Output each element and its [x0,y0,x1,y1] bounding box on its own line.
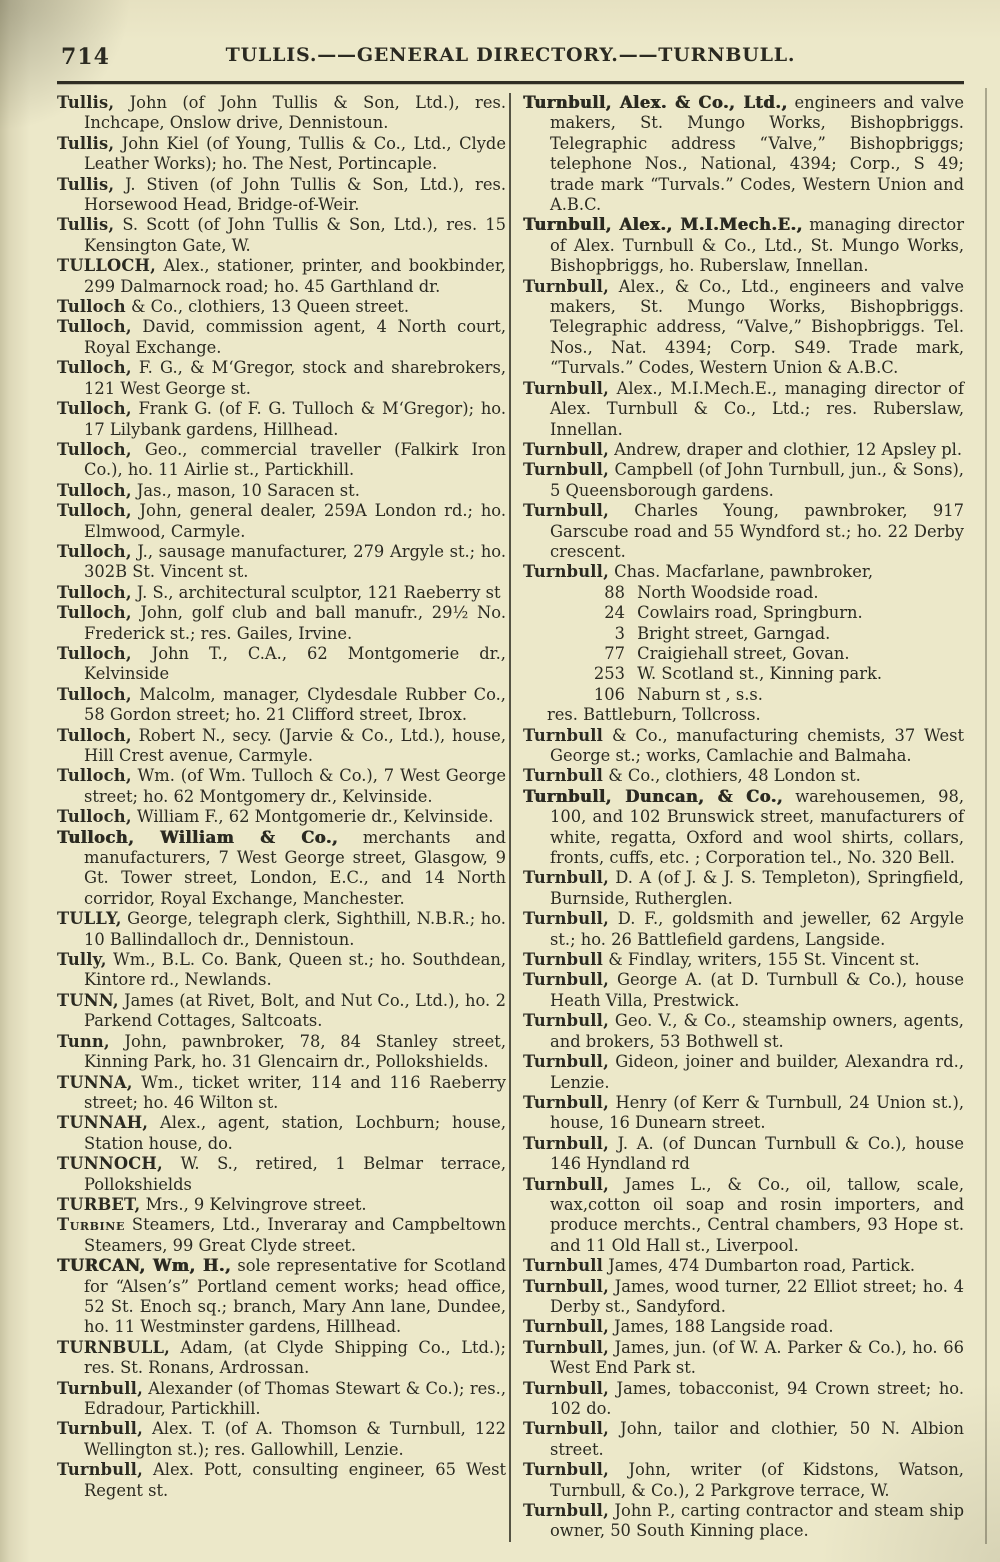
branch-street-number: 77 [604,643,625,663]
directory-entry: Tulloch, Malcolm, manager, Clydesdale Rubber Co., 58 Gordon street; ho. 21 Clifford street, Ibrox. [57,684,506,725]
directory-entry: Tulloch, J. S., architectural sculptor, 121 Raeberry st [57,582,501,602]
directory-columns [57,93,964,1542]
entry-name: TURCAN, Wm, H., [57,1256,232,1276]
branch-street-number: 253 [593,664,625,684]
entry-name: Tulloch, [57,582,132,602]
directory-entry: TUNN, James (at Rivet, Bolt, and Nut Co., Ltd.), ho. 2 Parkend Cottages, Saltcoats. [57,990,506,1031]
branch-street-number: 88 [604,582,625,602]
branch-street-number: 24 [604,603,625,623]
left-column [57,93,506,1542]
directory-entry: Tullis, John Kiel (of Young, Tullis & Co., Ltd., Clyde Leather Works); ho. The Nest, Portincaple. [57,133,506,174]
entry-name: Tulloch, [57,807,132,827]
entry-name: Turnbull, [523,1317,609,1337]
entry-name: Turnbull, [523,1337,609,1357]
entry-name: Tunn, [57,1031,110,1051]
entry-name: TUNNAH, [57,1113,149,1133]
directory-entry: Turnbull, Charles Young, pawnbroker, 917 Garscube road and 55 Wyndford st.; ho. 22 Derby crescent. [523,501,964,561]
entry-name: Turnbull, [57,1378,143,1398]
directory-entry: Turnbull, J. A. (of Duncan Turnbull & Co.), house 146 Hyndland rd [523,1133,964,1174]
directory-entry: Turnbull, D. F., goldsmith and jeweller, 62 Argyle st.; ho. 26 Battlefield gardens, Langside. [523,909,964,949]
branch-street-number: 106 [593,684,625,704]
entry-name: TURNBULL, [57,1337,171,1357]
entry-name: Turnbull [523,1256,604,1276]
entry-name: TURBET, [57,1194,141,1214]
entry-name: Turnbull, [523,439,609,459]
entry-name: Turnbull, [523,501,609,521]
directory-entry: TURBET, Mrs., 9 Kelvingrove street. [57,1194,367,1214]
directory-entry: Tunn, John, pawnbroker, 78, 84 Stanley street, Kinning Park, ho. 31 Glencairn dr., Pollokshields. [57,1031,506,1072]
directory-entry: TUNNA, Wm., ticket writer, 114 and 116 Raeberry street; ho. 46 Wilton st. [57,1072,506,1112]
page-edge-line [985,88,987,1544]
entry-name: TUNNOCH, [57,1154,163,1174]
directory-entry: Turnbull, Duncan, & Co., warehousemen, 98, 100, and 102 Brunswick street, manufacturers of white, regatta, Oxford and wool shirts, collars, fronts, cuffs, etc. ; Corporation tel., No. 320 Bell. [523,786,964,868]
directory-entry: TULLOCH, Alex., stationer, printer, and bookbinder, 299 Dalmarnock road; ho. 45 Garthland dr. [57,256,506,296]
entry-name: Turnbull, [523,1174,609,1194]
directory-entry: Turnbull & Findlay, writers, 155 St. Vincent st. [523,950,920,970]
directory-entry: Turnbull & Co., clothiers, 48 London st. [523,766,861,786]
entry-name: Turbine [57,1215,125,1235]
directory-entry: Tulloch, J., sausage manufacturer, 279 Argyle st.; ho. 302B St. Vincent st. [57,541,506,582]
entry-name: Turnbull, [523,1419,609,1439]
directory-entry: Turnbull, Alex. & Co., Ltd., engineers and valve makers, St. Mungo Works, Bishopbriggs. Telegraphic address “Valve,” Bishopbriggs; telephone Nos., National, 4394; Corp., S 49; trade mark “Turvals.” Codes, Western Union and A.B.C. [523,93,964,215]
directory-entry: Turnbull, Alex., M.I.Mech.E., managing director of Alex. Turnbull & Co., Ltd.; res. Ruberslaw, Innellan. [523,378,964,439]
entry-residence: res. Battleburn, Tollcross. [547,705,761,725]
directory-entry: TURCAN, Wm, H., sole representative for Scotland for “Alsen’s” Portland cement works; head office, 52 St. Enoch sq.; branch, Mary Ann lane, Dundee, ho. 11 Westminster gardens, Hillhead. [57,1256,506,1337]
directory-entry: Tulloch, Jas., mason, 10 Saracen st. [57,480,360,500]
directory-entry: Turnbull, Geo. V., & Co., steamship owners, agents, and brokers, 53 Bothwell st. [523,1011,964,1051]
entry-name: Turnbull, [523,1378,609,1398]
entry-name: Turnbull, [523,909,609,929]
directory-entry: Turnbull, James, tobacconist, 94 Crown street; ho. 102 do. [523,1378,964,1418]
entry-name: Tullis, [57,174,115,194]
entry-name: Turnbull, [523,1052,609,1072]
page-number: 714 [61,44,110,70]
directory-entry: Turnbull, George A. (at D. Turnbull & Co.), house Heath Villa, Prestwick. [523,970,964,1010]
directory-entry: Turnbull & Co., manufacturing chemists, 37 West George st.; works, Camlachie and Balmaha. [523,725,964,765]
branch-address: 3 Bright street, Garngad. [523,624,964,644]
entry-name: Tulloch, [57,684,132,704]
entry-name: Turnbull, [523,1460,609,1480]
directory-entry: TUNNOCH, W. S., retired, 1 Belmar terrace, Pollokshields [57,1154,506,1194]
entry-name: Tulloch, [57,358,132,378]
directory-entry: Turnbull, James, jun. (of W. A. Parker & Co.), ho. 66 West End Park st. [523,1337,964,1378]
branch-address: 253 W. Scotland st., Kinning park. [523,664,964,684]
entry-name: TULLOCH, [57,256,157,276]
directory-entry: Turbine Steamers, Ltd., Inveraray and Campbeltown Steamers, 99 Great Clyde street. [57,1215,506,1255]
directory-entry: Turnbull, John, tailor and clothier, 50 N. Albion street. [523,1419,964,1459]
directory-entry: Tulloch, John, general dealer, 259A London rd.; ho. Elmwood, Carmyle. [57,501,506,541]
directory-entry: Turnbull, D. A (of J. & J. S. Templeton), Springfield, Burnside, Rutherglen. [523,868,964,908]
entry-name: Turnbull, Duncan, & Co., [523,786,783,806]
entry-name: Turnbull, [523,378,609,398]
entry-name: Tulloch, [57,766,132,786]
page-header [57,44,964,74]
entry-name: Turnbull, [523,1501,609,1521]
entry-name: Turnbull, [523,276,609,296]
branch-street-number: 3 [614,623,625,643]
directory-entry: Turnbull, Alex. Pott, consulting engineer, 65 West Regent st. [57,1460,506,1500]
entry-name: Turnbull, [57,1460,143,1480]
header-rule [57,81,964,84]
page-title: TULLIS.——GENERAL DIRECTORY.——TURNBULL. [225,44,796,66]
entry-name: Tullis, [57,93,115,112]
directory-entry: Tullis, J. Stiven (of John Tullis & Son, Ltd.), res. Horsewood Head, Bridge-of-Weir. [57,174,506,215]
entry-name: Turnbull [523,766,604,786]
entry-name: Tulloch, [57,399,132,419]
directory-entry: Turnbull, Andrew, draper and clothier, 12 Apsley pl. [523,439,963,459]
entry-name: Turnbull [523,725,604,745]
right-column [509,93,964,1542]
directory-entry: Turnbull, Henry (of Kerr & Turnbull, 24 Union st.), house, 16 Dunearn street. [523,1092,964,1133]
entry-name: Turnbull, [523,1133,609,1153]
directory-entry: Turnbull, Gideon, joiner and builder, Alexandra rd., Lenzie. [523,1052,964,1092]
directory-entry: Tullis, John (of John Tullis & Son, Ltd.), res. Inchcape, Onslow drive, Dennistoun. [57,93,506,133]
directory-entry: Tulloch, William & Co., merchants and manufacturers, 7 West George street, Glasgow, 9 Gt. Tower street, London, E.C., and 14 North corridor, Royal Exchange, Manchester. [57,827,506,908]
branch-address: 24 Cowlairs road, Springburn. [523,603,964,623]
directory-entry: Turnbull, Chas. Macfarlane, pawnbroker, [523,562,874,582]
directory-entry: TULLY, George, telegraph clerk, Sighthill, N.B.R.; ho. 10 Ballindalloch dr., Dennistoun. [57,909,506,949]
entry-name: Tulloch, [57,317,132,337]
entry-name: Tulloch, [57,501,132,521]
directory-entry: Tully, Wm., B.L. Co. Bank, Queen st.; ho. Southdean, Kintore rd., Newlands. [57,950,506,990]
entry-name: Tulloch, William & Co., [57,827,338,847]
directory-entry: Turnbull, Alexander (of Thomas Stewart & Co.); res., Edradour, Partickhill. [57,1378,506,1418]
directory-entry: Tulloch, John T., C.A., 62 Montgomerie dr., Kelvinside [57,643,506,684]
entry-name: Turnbull, [523,1092,609,1112]
entry-name: TULLY, [57,909,122,929]
directory-entry: Turnbull, Alex., M.I.Mech.E., managing director of Alex. Turnbull & Co., Ltd., St. Mungo Works, Bishopbriggs, ho. Ruberslaw, Innellan. [523,215,964,276]
directory-entry: Tulloch, Robert N., secy. (Jarvie & Co., Ltd.), house, Hill Crest avenue, Carmyle. [57,725,506,765]
entry-name: Tulloch, [57,541,132,561]
directory-entry: Tulloch, John, golf club and ball manufr., 29½ No. Frederick st.; res. Gailes, Irvine. [57,603,506,643]
entry-name: Turnbull, [523,460,609,480]
directory-entry: TURNBULL, Adam, (at Clyde Shipping Co., Ltd.); res. St. Ronans, Ardrossan. [57,1337,506,1378]
directory-entry: Tullis, S. Scott (of John Tullis & Son, Ltd.), res. 15 Kensington Gate, W. [57,215,506,255]
entry-name: Turnbull [523,950,604,970]
branch-address: 88 North Woodside road. [523,583,964,603]
directory-entry: Tulloch, Frank G. (of F. G. Tulloch & M‘Gregor); ho. 17 Lilybank gardens, Hillhead. [57,399,506,439]
branch-address: 106 Naburn st , s.s. [523,685,964,705]
entry-name: Tulloch, [57,643,132,663]
directory-entry: Turnbull, James, wood turner, 22 Elliot street; ho. 4 Derby st., Sandyford. [523,1276,964,1316]
directory-entry: Tulloch & Co., clothiers, 13 Queen street. [57,297,410,317]
entry-name: TUNN, [57,990,119,1010]
entry-name: Tullis, [57,215,115,235]
directory-entry: Tulloch, David, commission agent, 4 North court, Royal Exchange. [57,317,506,357]
entry-name: Turnbull, Alex., M.I.Mech.E., [523,215,803,235]
directory-entry: Turnbull, John, writer (of Kidstons, Watson, Turnbull, & Co.), 2 Parkgrove terrace, W. [523,1460,964,1500]
directory-entry: Turnbull, James, 188 Langside road. [523,1317,834,1337]
directory-entry: Turnbull, Alex., & Co., Ltd., engineers and valve makers, St. Mungo Works, Bishopbriggs. Telegraphic address, “Valve,” Bishopbriggs. Tel. Nos., Nat. 4394; Corp. S49. Trade mark, “Turvals.” Codes, Western Union & A.B.C. [523,276,964,378]
directory-entry: Tulloch, William F., 62 Montgomerie dr., Kelvinside. [57,807,494,827]
entry-name: Turnbull, [57,1419,143,1439]
directory-entry: Turnbull, James L., & Co., oil, tallow, scale, wax,cotton oil soap and rosin importers, and produce merchts., Central chambers, 93 Hope st. and 11 Old Hall st., Liverpool. [523,1174,964,1255]
directory-entry: Tulloch, F. G., & M‘Gregor, stock and sharebrokers, 121 West George st. [57,358,506,398]
entry-name: Tulloch [57,297,126,317]
entry-name: Tulloch, [57,725,132,745]
directory-entry: Turnbull, John P., carting contractor and steam ship owner, 50 South Kinning place. [523,1501,964,1541]
directory-entry: Turnbull James, 474 Dumbarton road, Partick. [523,1256,916,1276]
directory-entry: Turnbull, Campbell (of John Turnbull, jun., & Sons), 5 Queensborough gardens. [523,460,964,500]
entry-name: Turnbull, [523,1276,609,1296]
entry-name: Turnbull, [523,970,609,990]
entry-name: Tulloch, [57,480,132,500]
directory-entry: Tulloch, Wm. (of Wm. Tulloch & Co.), 7 West George street; ho. 62 Montgomery dr., Kelvinside. [57,766,506,806]
entry-name: Turnbull, [523,1011,609,1031]
entry-name: Tullis, [57,133,115,153]
entry-name: Turnbull, Alex. & Co., Ltd., [523,93,788,112]
entry-name: Tulloch, [57,603,132,623]
directory-entry: Tulloch, Geo., commercial traveller (Falkirk Iron Co.), ho. 11 Airlie st., Partickhill. [57,439,506,480]
entry-name: Turnbull, [523,562,609,582]
entry-name: Turnbull, [523,868,609,888]
directory-entry: TUNNAH, Alex., agent, station, Lochburn; house, Station house, do. [57,1113,506,1153]
directory-entry: Turnbull, Alex. T. (of A. Thomson & Turnbull, 122 Wellington st.); res. Gallowhill, Lenzie. [57,1419,506,1459]
branch-address: 77 Craigiehall street, Govan. [523,644,964,664]
entry-name: Tulloch, [57,439,132,459]
entry-name: TUNNA, [57,1072,133,1092]
entry-name: Tully, [57,950,107,970]
